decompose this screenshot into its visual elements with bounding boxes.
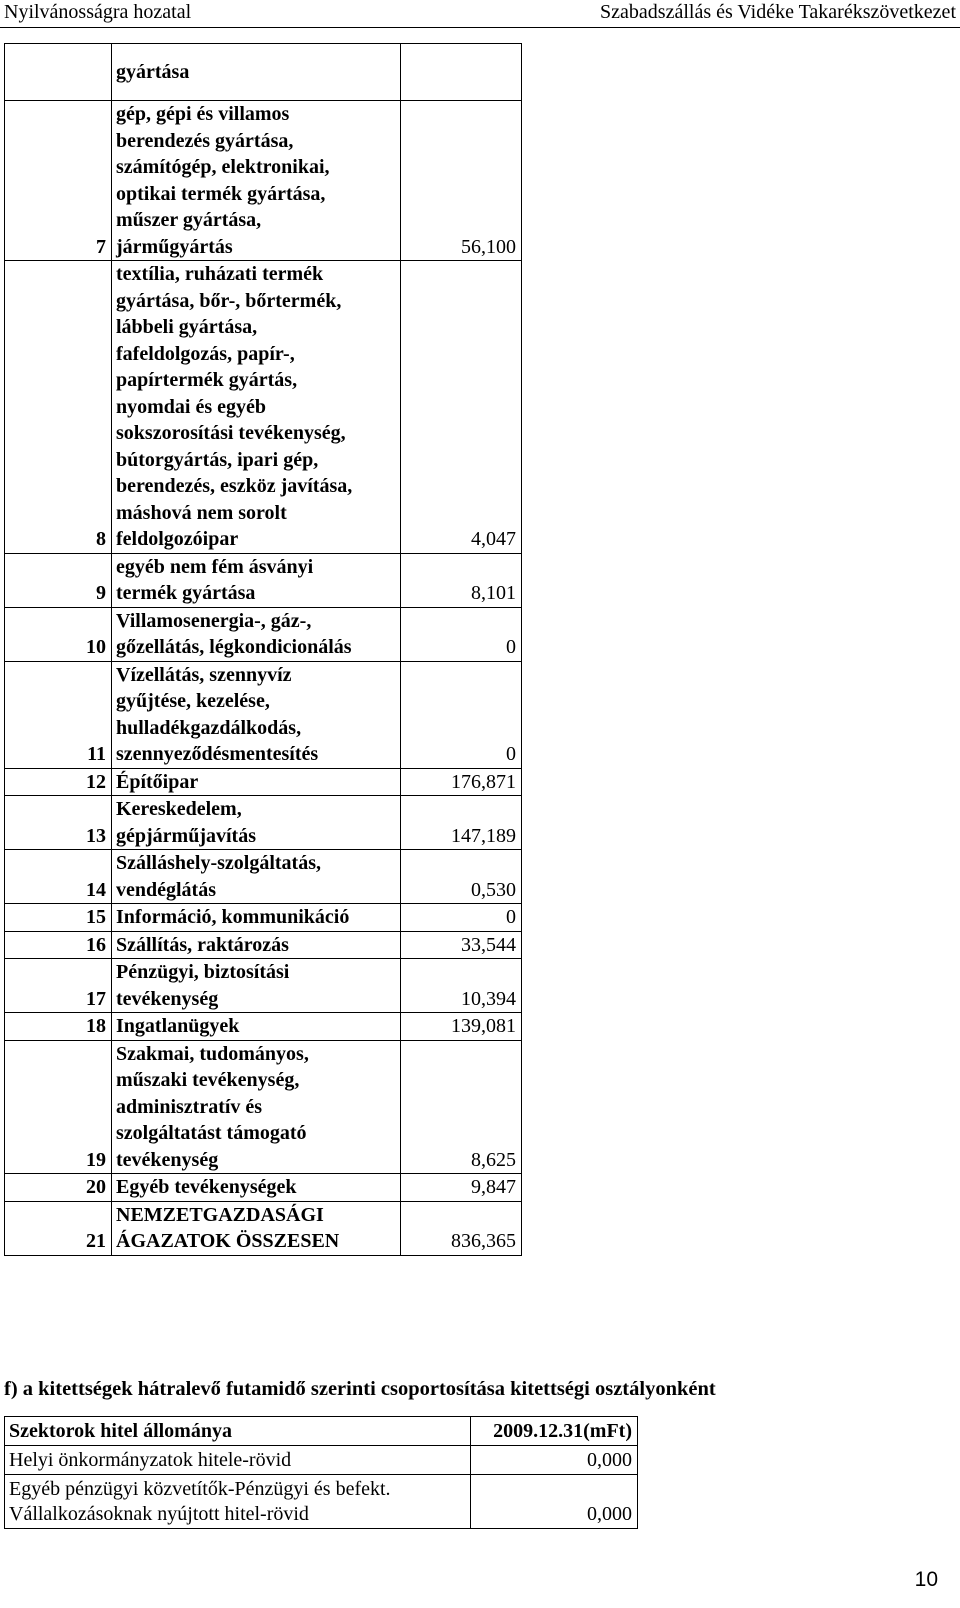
- sector-row-value: 0: [401, 904, 522, 932]
- sector-row-number: 11: [5, 661, 112, 768]
- sector-row-number: 12: [5, 768, 112, 796]
- credit-row-value: 0,000: [471, 1446, 638, 1475]
- sector-row-name: Villamosenergia-, gáz-, gőzellátás, légkondicionálás: [112, 607, 401, 661]
- sector-row: [5, 768, 522, 796]
- page-number: 10: [914, 1568, 938, 1591]
- sector-row-number: [5, 44, 112, 101]
- sector-row-value: 0: [401, 661, 522, 768]
- sector-row-value: 8,101: [401, 553, 522, 607]
- sector-row-name: NEMZETGAZDASÁGI ÁGAZATOK ÖSSZESEN: [112, 1201, 401, 1255]
- sector-row: [5, 553, 522, 607]
- sector-row-number: 14: [5, 850, 112, 904]
- sector-row-number: 17: [5, 959, 112, 1013]
- credit-row-label: Egyéb pénzügyi közvetítők-Pénzügyi és befekt. Vállalkozásoknak nyújtott hitel-rövid: [5, 1475, 471, 1529]
- header-divider: [0, 27, 960, 28]
- sector-row-name: Szállítás, raktározás: [112, 931, 401, 959]
- credit-sector-table: [4, 1416, 638, 1529]
- sector-row: [5, 850, 522, 904]
- section-f-title: f) a kitettségek hátralevő futamidő szerinti csoportosítása kitettségi osztályonként: [4, 1378, 716, 1400]
- sector-row-name: textília, ruházati termék gyártása, bőr-, bőrtermék, lábbeli gyártása, fafeldolgozás, papír-, papírtermék gyártás, nyomdai és egyéb sokszorosítási tevékenység, bútorgyártás, ipari gép, berendezés, eszköz javítása, máshová nem sorolt feldolgozóipar: [112, 261, 401, 554]
- sector-row-name: Egyéb tevékenységek: [112, 1174, 401, 1202]
- sector-row: [5, 1201, 522, 1255]
- sector-row-name: gyártása: [112, 44, 401, 101]
- page-header: [0, 0, 960, 24]
- sector-row-number: 21: [5, 1201, 112, 1255]
- sector-row-value: 176,871: [401, 768, 522, 796]
- sector-row-value: [401, 44, 522, 101]
- sector-row-value: 0,530: [401, 850, 522, 904]
- sector-row: [5, 796, 522, 850]
- sector-row: [5, 607, 522, 661]
- sector-row: [5, 661, 522, 768]
- sector-row-name: Építőipar: [112, 768, 401, 796]
- sector-row-value: 10,394: [401, 959, 522, 1013]
- sector-row: [5, 261, 522, 554]
- sector-table-body: [5, 44, 522, 1256]
- sector-row-value: 139,081: [401, 1013, 522, 1041]
- credit-table-row: [5, 1446, 638, 1475]
- credit-table-header-row: [5, 1417, 638, 1446]
- header-left-title: Nyilvánosságra hozatal: [4, 1, 192, 23]
- sector-row: [5, 1013, 522, 1041]
- header-right-title: Szabadszállás és Vidéke Takarékszövetkezet: [600, 1, 956, 23]
- sector-row-number: 15: [5, 904, 112, 932]
- sector-row: [5, 101, 522, 261]
- sector-row-value: 56,100: [401, 101, 522, 261]
- credit-row-label: Helyi önkormányzatok hitele-rövid: [5, 1446, 471, 1475]
- sector-row-number: 8: [5, 261, 112, 554]
- sector-row: [5, 931, 522, 959]
- sector-row-value: 836,365: [401, 1201, 522, 1255]
- sector-row: [5, 1174, 522, 1202]
- sector-row-name: Pénzügyi, biztosítási tevékenység: [112, 959, 401, 1013]
- sector-row-name: Információ, kommunikáció: [112, 904, 401, 932]
- sector-row-value: 8,625: [401, 1040, 522, 1174]
- sector-row-name: Szakmai, tudományos, műszaki tevékenység, adminisztratív és szolgáltatást támogató tevékenység: [112, 1040, 401, 1174]
- sector-row-name: Vízellátás, szennyvíz gyűjtése, kezelése, hulladékgazdálkodás, szennyeződésmentesítés: [112, 661, 401, 768]
- credit-header-label: Szektorok hitel állománya: [5, 1417, 471, 1446]
- sector-exposure-table: [4, 43, 522, 1256]
- sector-row-number: 19: [5, 1040, 112, 1174]
- sector-row: [5, 904, 522, 932]
- sector-row: [5, 959, 522, 1013]
- sector-row-value: 9,847: [401, 1174, 522, 1202]
- sector-row: [5, 1040, 522, 1174]
- credit-table-row: [5, 1475, 638, 1529]
- sector-row-number: 9: [5, 553, 112, 607]
- sector-row-value: 33,544: [401, 931, 522, 959]
- sector-row-number: 13: [5, 796, 112, 850]
- sector-row: [5, 44, 522, 101]
- sector-row-value: 0: [401, 607, 522, 661]
- sector-row-number: 16: [5, 931, 112, 959]
- credit-row-value: 0,000: [471, 1475, 638, 1529]
- sector-row-name: gép, gépi és villamos berendezés gyártása, számítógép, elektronikai, optikai termék gyártása, műszer gyártása, járműgyártás: [112, 101, 401, 261]
- sector-row-name: Ingatlanügyek: [112, 1013, 401, 1041]
- sector-row-number: 20: [5, 1174, 112, 1202]
- sector-row-value: 147,189: [401, 796, 522, 850]
- sector-row-name: egyéb nem fém ásványi termék gyártása: [112, 553, 401, 607]
- sector-row-name: Szálláshely-szolgáltatás, vendéglátás: [112, 850, 401, 904]
- sector-row-value: 4,047: [401, 261, 522, 554]
- sector-row-name: Kereskedelem, gépjárműjavítás: [112, 796, 401, 850]
- sector-row-number: 7: [5, 101, 112, 261]
- credit-header-value: 2009.12.31(mFt): [471, 1417, 638, 1446]
- sector-row-number: 18: [5, 1013, 112, 1041]
- sector-row-number: 10: [5, 607, 112, 661]
